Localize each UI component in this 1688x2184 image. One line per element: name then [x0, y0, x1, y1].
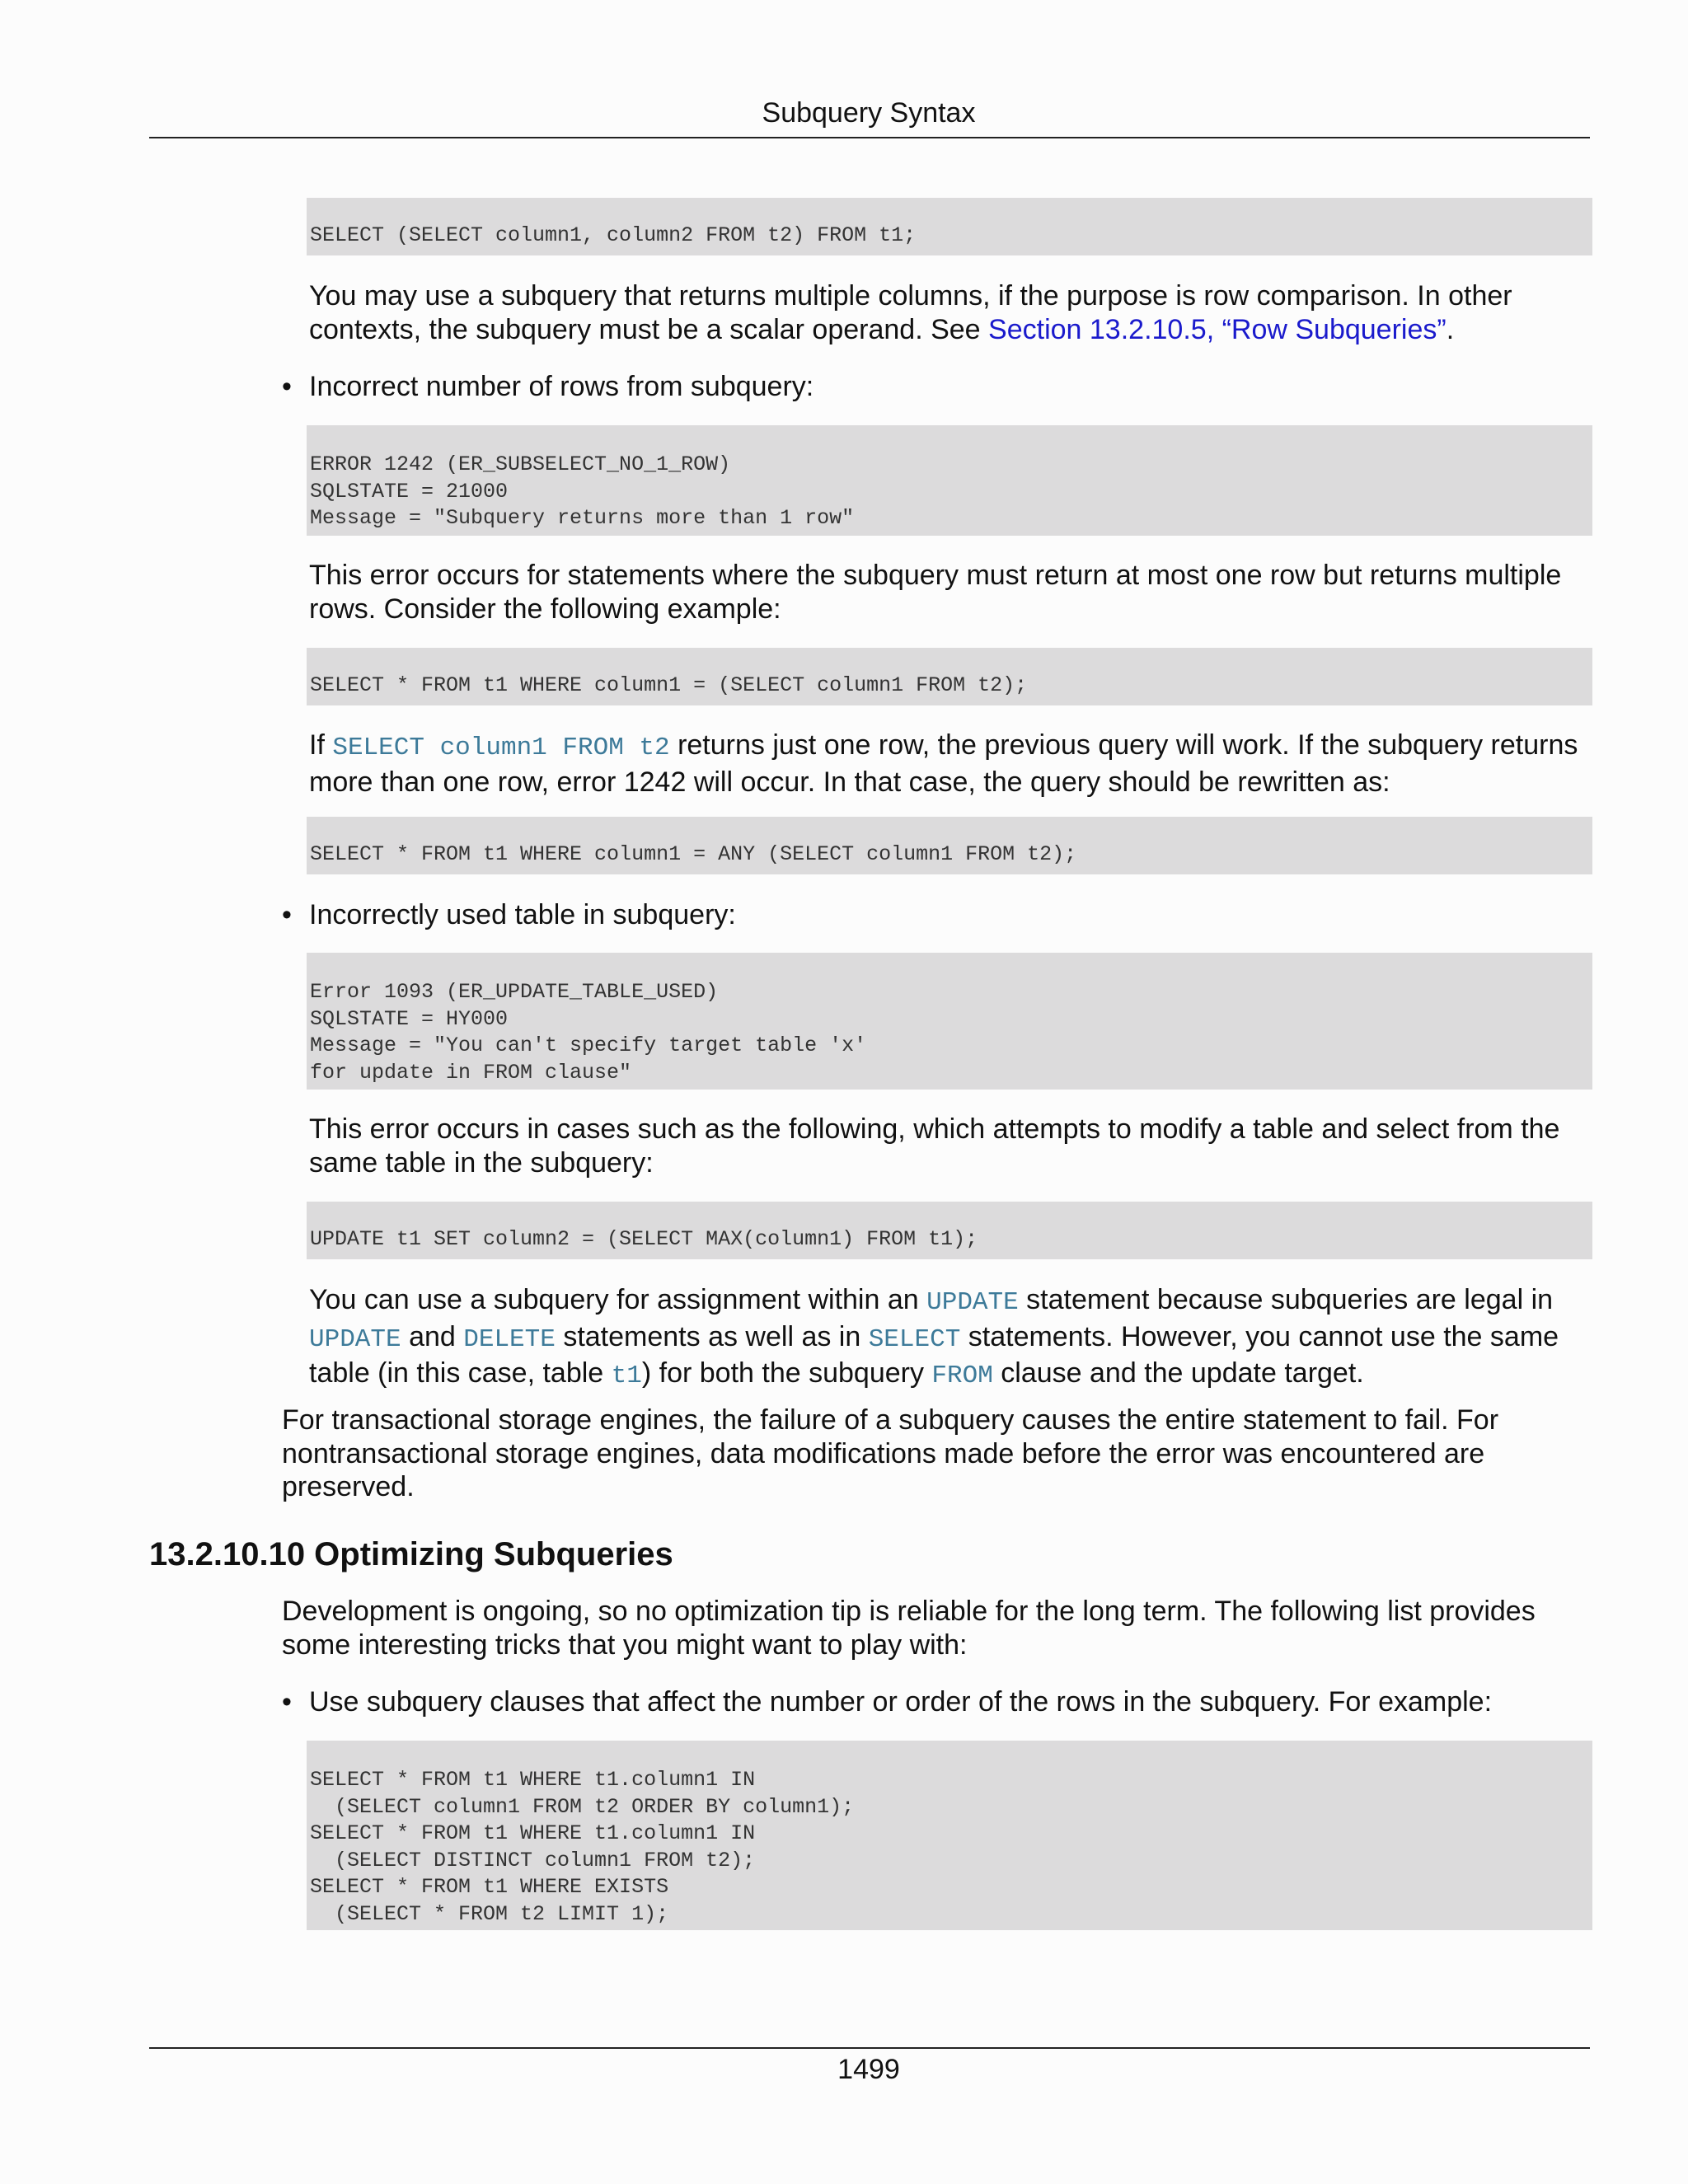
- bullet-text: Incorrect number of rows from subquery:: [309, 371, 814, 402]
- paragraph-text: If: [309, 729, 333, 761]
- inline-code-update: UPDATE: [309, 1324, 401, 1354]
- inline-code-from: FROM: [931, 1361, 993, 1390]
- paragraph-text: ) for both the subquery: [641, 1357, 932, 1389]
- bullet-icon: •: [282, 1686, 292, 1718]
- code-block-error-1242: ERROR 1242 (ER_SUBSELECT_NO_1_ROW) SQLSTATE = 21000 Message = "Subquery returns more than 1 row": [307, 425, 1592, 536]
- paragraph-text: You may use a subquery that returns multiple columns, if the purpose is row comparison. In other contexts, the subquery must be a scalar operand. See: [309, 280, 1512, 345]
- paragraph-text: statements as well as in: [555, 1320, 869, 1352]
- bullet-text: Use subquery clauses that affect the number or order of the rows in the subquery. For example:: [309, 1686, 1493, 1718]
- paragraph-update-assignment: [309, 1283, 1595, 1394]
- bullet-text: Incorrectly used table in subquery:: [309, 899, 736, 930]
- inline-code-select-column1: SELECT column1 FROM t2: [332, 733, 670, 762]
- code-block-error-1093: Error 1093 (ER_UPDATE_TABLE_USED) SQLSTATE = HY000 Message = "You can't specify target table 'x' for update in FROM clause": [307, 953, 1592, 1090]
- paragraph-text: returns just one row, the previous query will work. If the subquery returns more than one row, error 1242 will occur. In that case, the query should be rewritten as:: [309, 729, 1578, 798]
- code-block-update: UPDATE t1 SET column2 = (SELECT MAX(column1) FROM t1);: [307, 1202, 1592, 1259]
- paragraph-modify-table: This error occurs in cases such as the following, which attempts to modify a table and select from the same table in the subquery:: [309, 1113, 1560, 1179]
- paragraph-error-rows: This error occurs for statements where the subquery must return at most one row but returns multiple rows. Consider the following example:: [309, 560, 1562, 625]
- section-heading: 13.2.10.10 Optimizing Subqueries: [149, 1536, 673, 1572]
- paragraph-text: statement because subqueries are legal in: [1018, 1284, 1554, 1315]
- inline-code-update: UPDATE: [926, 1288, 1019, 1317]
- paragraph-text: and: [401, 1320, 464, 1352]
- code-block-optimization-examples: SELECT * FROM t1 WHERE t1.column1 IN (SELECT column1 FROM t2 ORDER BY column1); SELECT * FROM t1 WHERE t1.column1 IN (SELECT DISTINCT column1 FROM t2); SELECT * FROM t1 WHERE EXISTS (SELECT * FROM t2 LIMIT 1);: [307, 1741, 1592, 1930]
- paragraph-text: clause and the update target.: [992, 1357, 1364, 1389]
- paragraph-development: Development is ongoing, so no optimization tip is reliable for the long term. The following list provides some interesting tricks that you might want to play with:: [282, 1596, 1536, 1661]
- header-rule: [149, 137, 1590, 138]
- paragraph-text: statements. However, you cannot use the same table (in this case, table: [309, 1320, 1559, 1389]
- paragraph-row-comparison: [309, 279, 1595, 346]
- paragraph-text: You can use a subquery for assignment within an: [309, 1284, 927, 1315]
- paragraph-transactional: For transactional storage engines, the failure of a subquery causes the entire statement to fail. For nontransactional storage engines, data modifications made before the error was encountered are preserved.: [282, 1404, 1499, 1502]
- page-number: 1499: [837, 2054, 900, 2085]
- inline-code-t1: t1: [611, 1361, 642, 1390]
- code-block-select-columns: SELECT (SELECT column1, column2 FROM t2) FROM t1;: [307, 198, 1592, 255]
- bullet-icon: •: [282, 899, 292, 930]
- paragraph-end: .: [1446, 313, 1455, 345]
- page-header-title: Subquery Syntax: [762, 97, 976, 129]
- link-row-subqueries[interactable]: Section 13.2.10.5, “Row Subqueries”: [988, 313, 1447, 345]
- code-block-select-any: SELECT * FROM t1 WHERE column1 = ANY (SELECT column1 FROM t2);: [307, 817, 1592, 874]
- inline-code-select: SELECT: [868, 1324, 961, 1354]
- paragraph-select-column1: [309, 729, 1595, 799]
- bullet-icon: •: [282, 371, 292, 402]
- inline-code-delete: DELETE: [463, 1324, 556, 1354]
- footer-rule: [149, 2047, 1590, 2049]
- code-block-select-where: SELECT * FROM t1 WHERE column1 = (SELECT column1 FROM t2);: [307, 648, 1592, 705]
